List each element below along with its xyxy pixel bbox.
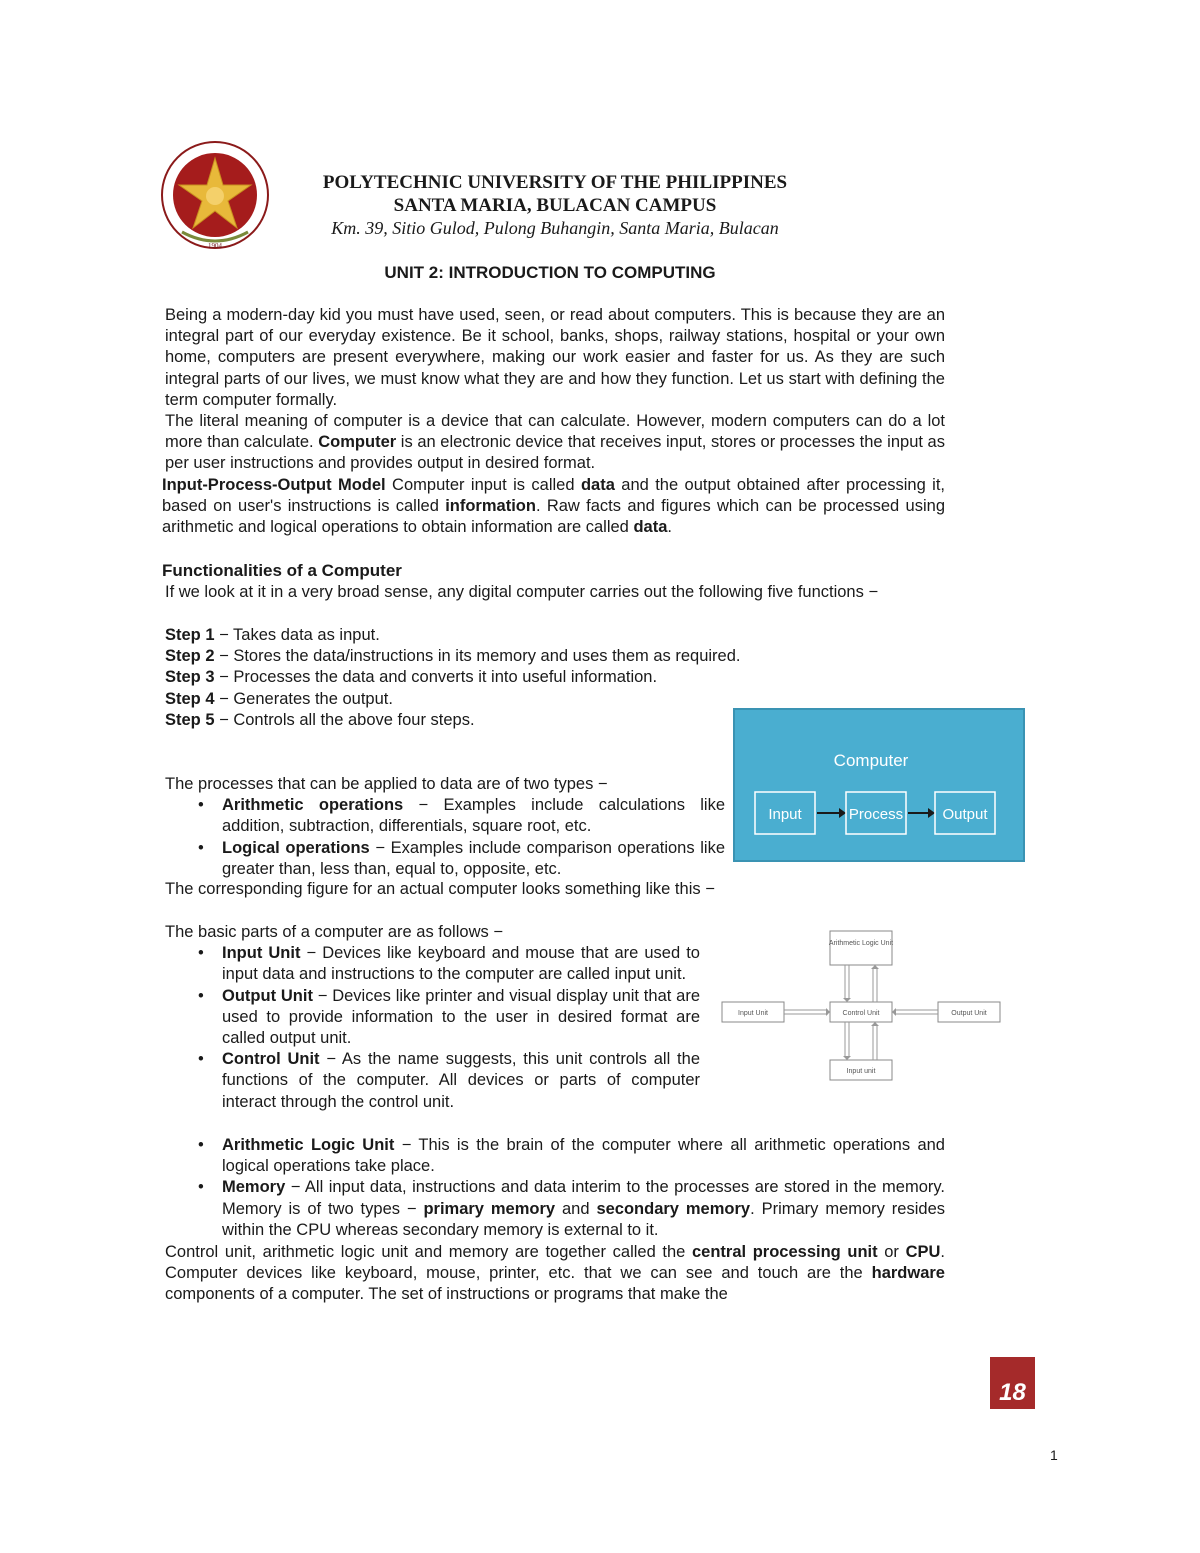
parts-section — [165, 922, 700, 1113]
figure-caption: The corresponding figure for an actual computer looks something like this − — [165, 880, 715, 898]
list-item: • Input Unit − Devices like keyboard and mouse that are used to input data and instructions to the computer are called input unit. — [198, 944, 700, 984]
intro-paragraph-3: Input-Process-Output Model Computer input is called data and the output obtained after processing it, based on user's instructions is called information. Raw facts and figures which can be processed using arithmetic and logical operations to obtain information are called data. — [162, 475, 945, 537]
list-item: • Control Unit − As the name suggests, this unit controls all the functions of the computer. All devices or parts of computer interact through the control unit. — [198, 1050, 700, 1111]
step-item: Step 4 − Generates the output. — [165, 689, 393, 708]
ipo-process: Process — [848, 806, 904, 823]
ipo-input: Input — [768, 806, 802, 823]
list-item: • Arithmetic operations − Examples include calculations like addition, subtraction, differentials, square root, etc. — [198, 796, 725, 836]
list-item: • Arithmetic Logic Unit − This is the brain of the computer where all arithmetic operations and logical operations take place. — [198, 1136, 945, 1176]
input-unit-label: Input Unit — [738, 1010, 768, 1017]
ipo-figure — [733, 708, 1025, 862]
list-item: • Logical operations − Examples include comparison operations like greater than, less than, equal to, opposite, etc. — [198, 838, 725, 878]
page-number: 1 — [1050, 1447, 1058, 1463]
list-item: • Memory − All input data, instructions and data interim to the processes are stored in the memory. Memory is of two types − primary memory and secondary memory. Primary memory resides within the CPU whereas secondary memory is external to it. — [198, 1178, 946, 1239]
control-label: Control Unit — [842, 1010, 880, 1017]
parts-section-wide — [165, 1135, 945, 1241]
output-unit-label: Output Unit — [951, 1010, 987, 1017]
step-item: Step 3 − Processes the data and converts it into useful information. — [165, 668, 658, 687]
seal-year: 1904 — [208, 242, 222, 250]
step-item: Step 2 − Stores the data/instructions in its memory and uses them as required. — [165, 647, 741, 666]
processes-section — [165, 774, 725, 880]
intro-section — [162, 305, 945, 538]
block-diagram — [718, 925, 1008, 1085]
closing-paragraph: Control unit, arithmetic logic unit and memory are together called the central processing unit or CPU. Computer devices like keyboard, mouse, printer, etc. that we can see and touch are the hardware components of a computer. The set of instructions or programs that make the — [165, 1243, 945, 1304]
step-item: Step 5 − Controls all the above four steps. — [165, 710, 475, 729]
page-badge: 18 — [990, 1357, 1035, 1409]
functionalities-lead: If we look at it in a very broad sense, any digital computer carries out the following five functions − — [165, 583, 879, 601]
steps-list — [165, 625, 741, 731]
university-name: POLYTECHNIC UNIVERSITY OF THE PHILIPPINES — [322, 172, 788, 193]
list-item: • Output Unit − Devices like printer and visual display unit that are used to provide information to the user in desired format are called output unit. — [198, 986, 700, 1048]
intro-paragraph-1: Being a modern-day kid you must have used, seen, or read about computers. This is because they are an integral part of our everyday existence. Be it school, banks, shops, railway stations, hospital or your own home, computers are present everywhere, making our work easier and faster for us. As they are such integral parts of our lives, we must know what they are and how they function. Let us start with defining the term computer formally. — [165, 306, 945, 409]
section-title: Functionalities of a Computer — [162, 561, 402, 580]
parts-lead: The basic parts of a computer are as follows − — [165, 923, 503, 941]
intro-paragraph-2: The literal meaning of computer is a device that can calculate. However, modern computers can do a lot more than calculate. Computer is an electronic device that receives input, stores or processes the input as per user instructions and provides output in desired format. — [165, 412, 945, 473]
alu-label: Arithmetic Logic Unit — [828, 940, 894, 947]
ipo-title: Computer — [833, 751, 909, 770]
ipo-output: Output — [942, 806, 988, 823]
unit-title: UNIT 2: INTRODUCTION TO COMPUTING — [384, 263, 716, 282]
step-item: Step 1 − Takes data as input. — [165, 626, 380, 644]
input-unit-bottom-label: Input unit — [846, 1068, 876, 1075]
campus-address: Km. 39, Sitio Gulod, Pulong Buhangin, Santa Maria, Bulacan — [331, 218, 779, 238]
campus-name: SANTA MARIA, BULACAN CAMPUS — [393, 195, 717, 216]
processes-lead: The processes that can be applied to data are of two types − — [165, 775, 608, 793]
